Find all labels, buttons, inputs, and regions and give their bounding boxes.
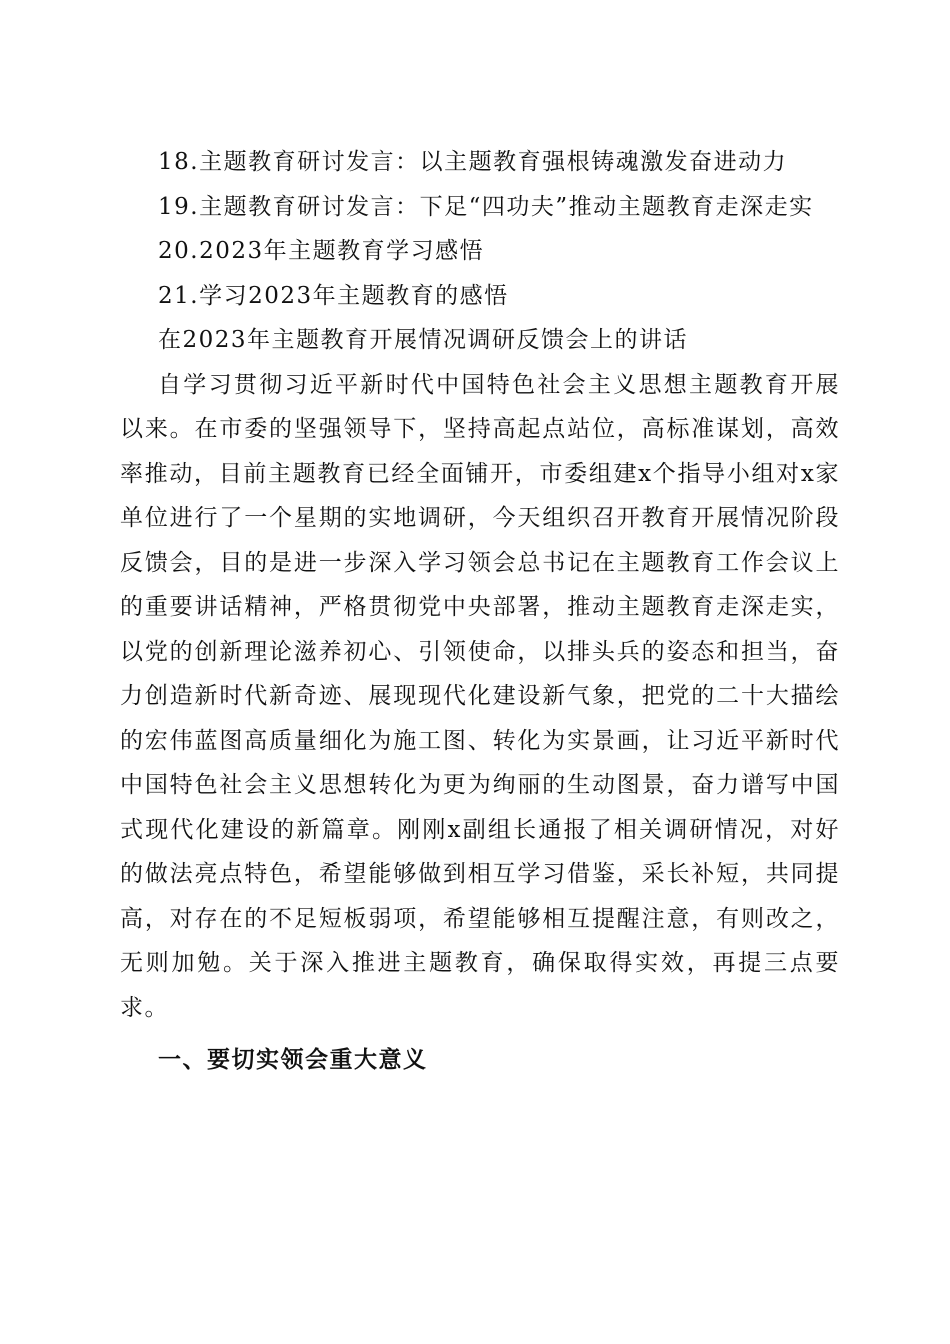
toc-item-18: 18.主题教育研讨发言：以主题教育强根铸魂激发奋进动力 [158,149,788,175]
toc-item-20: 20.2023年主题教育学习感悟 [158,238,485,264]
speech-title: 在2023年主题教育开展情况调研反馈会上的讲话 [158,327,689,353]
toc-item-21: 21.学习2023年主题教育的感悟 [158,282,509,309]
toc-item-19: 19.主题教育研讨发言：下足“四功夫”推动主题教育走深走实 [158,193,814,220]
document-content [120,140,840,1083]
body-paragraph: 自学习贯彻习近平新时代中国特色社会主义思想主题教育开展以来。在市委的坚强领导下，坚持高起点站位，高标准谋划，高效率推动，目前主题教育已经全面铺开，市委组建x个指导小组对x家单位进行了一个星期的实地调研，今天组织召开教育开展情况阶段反馈会，目的是进一步深入学习领会总书记在主题教育工作会议上的重要讲话精神，严格贯彻党中央部署，推动主题教育走深走实，以党的创新理论滋养初心、引领使命，以排头兵的姿态和担当，奋力创造新时代新奇迹、展现现代化建设新气象，把党的二十大描绘的宏伟蓝图高质量细化为施工图、转化为实景画，让习近平新时代中国特色社会主义思想转化为更为绚丽的生动图景，奋力谱写中国式现代化建设的新篇章。刚刚x副组长通报了相关调研情况，对好的做法亮点特色，希望能够做到相互学习借鉴，采长补短，共同提高，对存在的不足短板弱项，希望能够相互提醒注意，有则改之，无则加勉。关于深入推进主题教育，确保取得实效，再提三点要求。 [120,371,840,1021]
section-heading: 一、要切实领会重大意义 [158,1047,428,1073]
